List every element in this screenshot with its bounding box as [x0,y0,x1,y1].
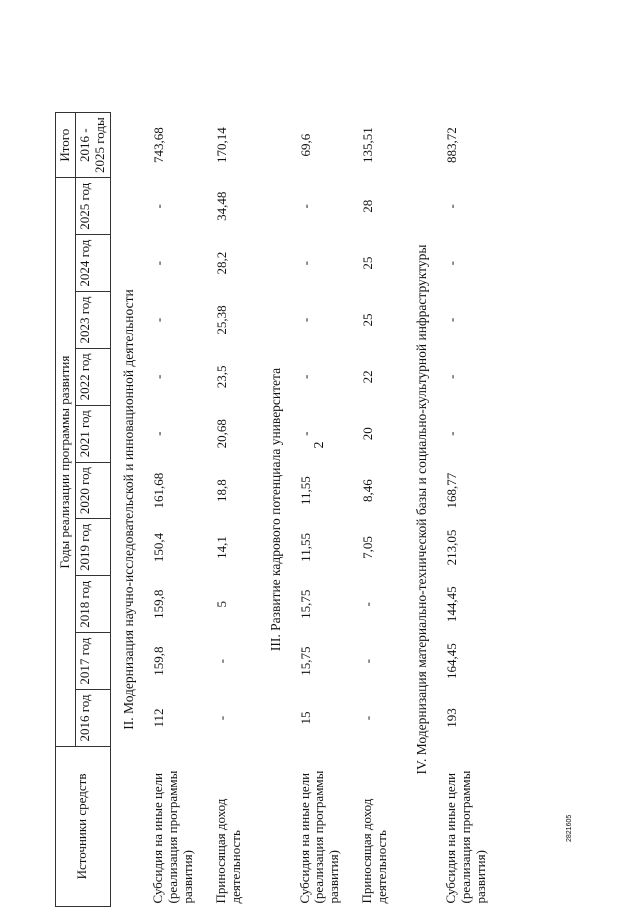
header-total-years: 2016 - 2025 годы [75,113,110,178]
header-years-group: Годы реализации программы развития [56,178,76,747]
year-value-cell: - [297,204,313,209]
total-value-cell: 69,6 [297,133,313,157]
year-value-cell: 150,4 [150,532,166,563]
header-year: 2016 год [75,690,110,747]
table-row [147,113,210,907]
row-source-label: Субсидия на иные цели (реализация программы развития) [149,770,195,904]
year-value-cell: 8,46 [360,479,376,502]
total-value-cell: 135,51 [360,127,376,164]
year-value-cell: - [444,431,460,436]
header-total: Итого [56,113,76,178]
table-row [356,113,404,907]
year-value-cell: 144,45 [444,586,460,623]
year-value-cell: - [150,374,166,380]
year-value-cell: - [360,715,376,721]
table-container [55,47,585,907]
row-source-label: Субсидия на иные цели (реализация программы развития) [296,770,342,904]
section-title: III. Развитие кадрового потенциала университета [267,367,283,652]
header-year: 2023 год [75,292,110,349]
year-value-cell: 15 [297,711,313,725]
year-value-cell: 159,8 [150,589,166,619]
header-year: 2018 год [75,576,110,633]
year-value-cell: - [150,204,166,209]
year-value-cell: 28 [360,199,376,213]
year-value-cell: 14,1 [213,536,229,559]
year-value-cell: 18,8 [213,479,229,502]
year-value-cell: 112 [150,708,166,728]
year-value-cell: 159,8 [150,646,166,676]
section-title: IV. Модернизация материально-технической базы и социально-культурной инфраструктуры [414,244,430,775]
year-value-cell: - [297,374,313,380]
year-value-cell: 193 [444,708,460,728]
year-value-cell: 25 [360,313,376,327]
header-year: 2024 год [75,235,110,292]
year-value-cell: - [444,374,460,380]
year-value-cell: - [297,431,313,436]
year-value-cell: - [360,602,376,607]
header-year: 2020 год [75,462,110,519]
year-value-cell: 23,5 [213,365,229,389]
total-value-cell: 170,14 [213,127,229,164]
year-value-cell: 161,68 [150,472,166,509]
table-row [210,113,258,907]
section-title: II. Модернизация научно-исследовательской и инновационной деятельности [120,289,136,730]
year-value-cell: 15,75 [297,646,313,676]
total-value-cell: 883,72 [444,127,460,164]
header-source: Источники средств [56,746,111,906]
year-value-cell: 22 [360,370,376,384]
year-value-cell: 34,48 [213,191,229,221]
table-body [110,113,503,907]
year-value-cell: 11,55 [297,533,313,562]
year-value-cell: 20,68 [213,419,229,449]
header-year: 2021 год [75,405,110,462]
table-row [440,113,503,907]
year-value-cell: 25,38 [213,305,229,335]
row-source-label: Приносящая доход деятельность [359,798,390,904]
year-value-cell: 168,77 [444,472,460,509]
total-value-cell: 743,68 [150,127,166,164]
year-value-cell: 11,55 [297,476,313,505]
year-value-cell: - [360,658,376,664]
year-value-cell: - [444,260,460,266]
year-value-cell: 5 [213,601,229,608]
document-code: 2821605 [566,814,573,842]
year-value-cell: - [297,260,313,266]
year-value-cell: 7,05 [360,536,376,559]
page-number: 2 [312,441,327,449]
section-row [258,113,294,907]
year-value-cell: - [150,431,166,436]
year-value-cell: - [297,317,313,323]
section-row [110,113,147,907]
header-year: 2022 год [75,348,110,405]
year-value-cell: - [150,260,166,266]
year-value-cell: 164,45 [444,643,460,680]
header-year: 2019 год [75,519,110,576]
table-row [294,113,357,907]
header-year: 2017 год [75,633,110,690]
funding-table [55,112,503,907]
year-value-cell: 28,2 [213,251,229,275]
rotated-table [55,47,585,907]
year-value-cell: - [150,317,166,323]
year-value-cell: - [444,204,460,209]
year-value-cell: 25 [360,256,376,270]
year-value-cell: 20 [360,427,376,441]
row-source-label: Приносящая доход деятельность [212,798,243,904]
header-year: 2025 год [75,178,110,235]
year-value-cell: - [444,317,460,323]
year-value-cell: - [213,715,229,721]
year-value-cell: 213,05 [444,529,460,566]
year-value-cell: - [213,658,229,664]
row-source-label: Субсидия на иные цели (реализация программы развития) [443,770,489,904]
section-row [404,113,440,907]
year-value-cell: 15,75 [297,589,313,619]
